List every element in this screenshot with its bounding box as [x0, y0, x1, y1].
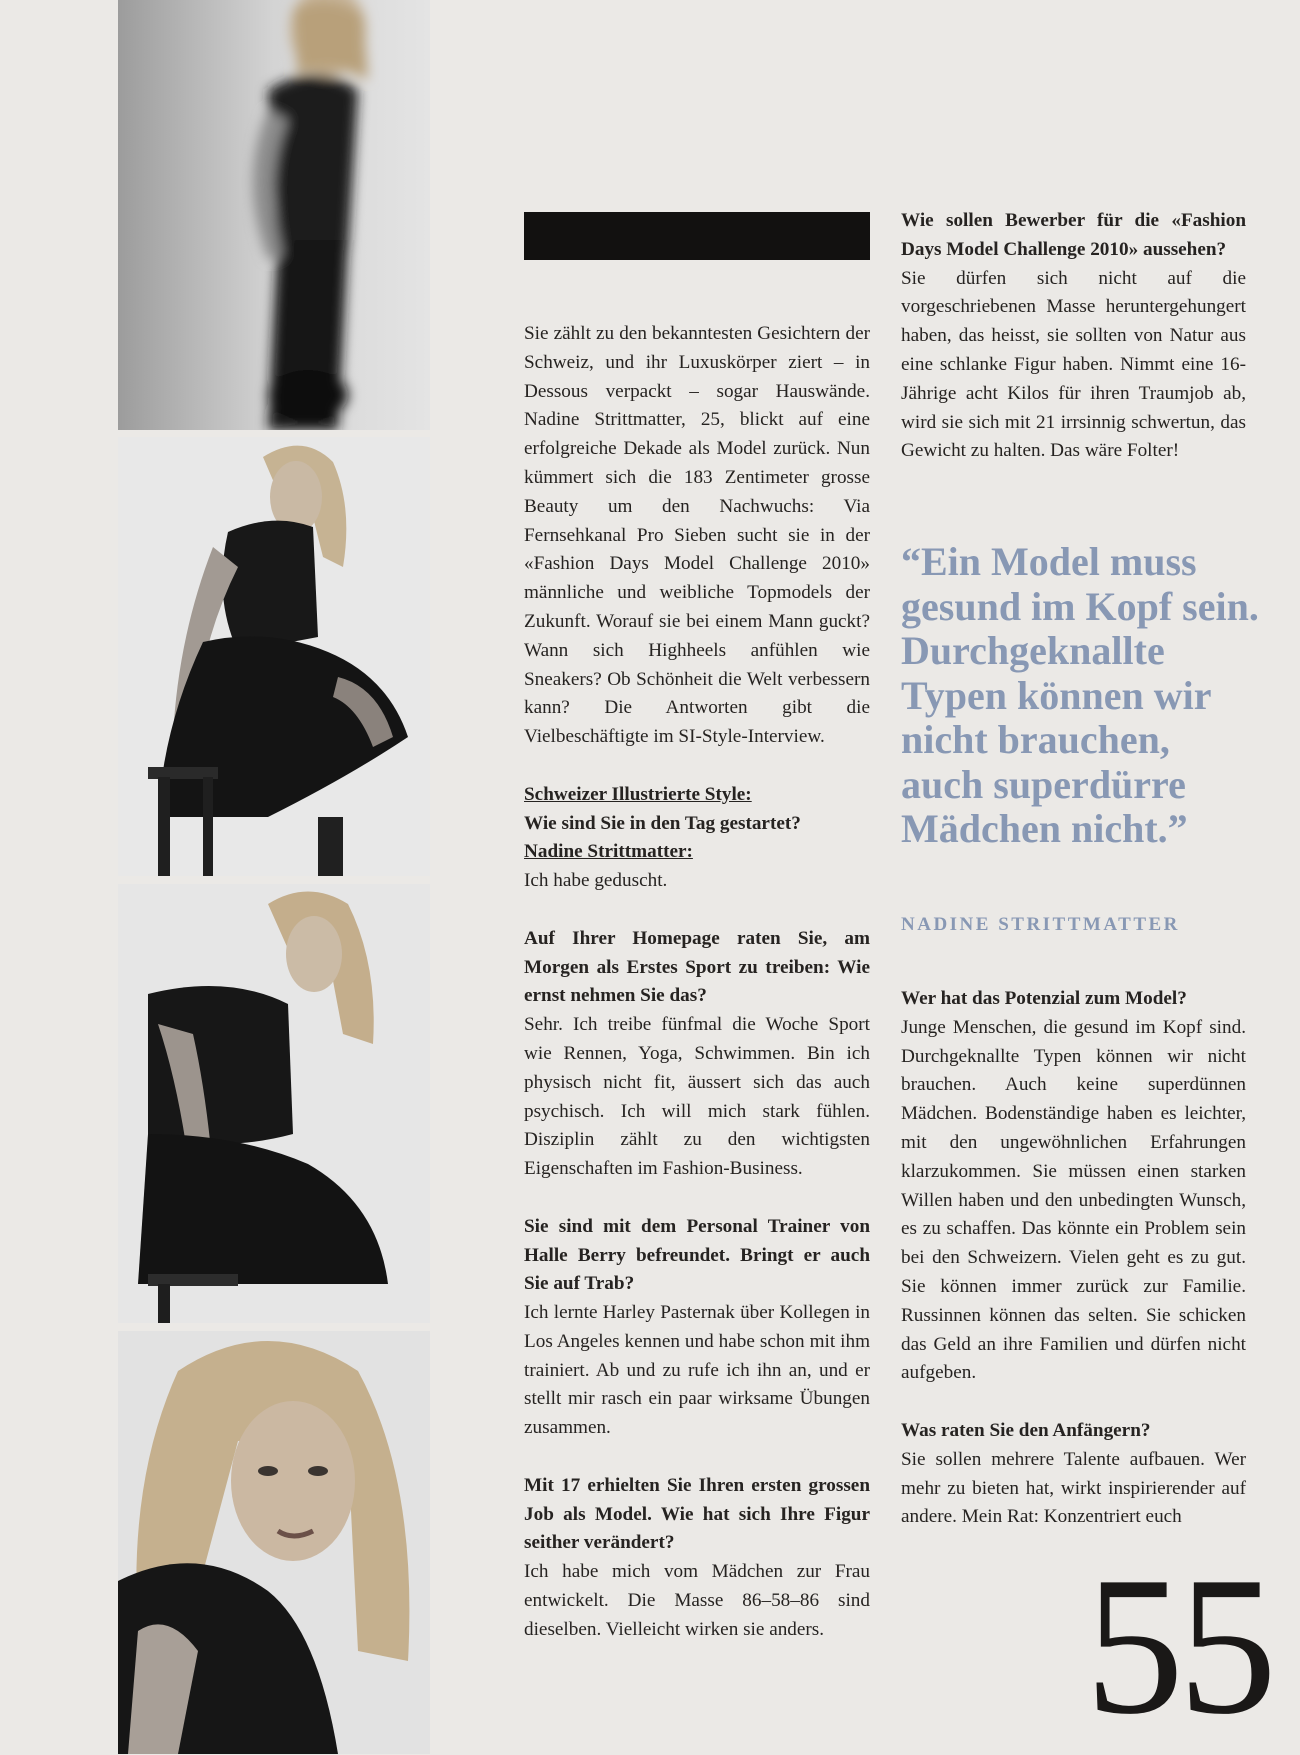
- answer-6: Junge Menschen, die gesund im Kopf sind. Durchgeknallte Typen können wir nicht brauchen. Auch keine superdünnen Mädchen. Bodenständige haben es leichter, mit den ungewöhnlichen Erfahrungen klarzukommen. Sie müssen einen starken Willen haben und den unbedingten Wunsch, es zu schaffen. Das könnte ein Problem sein bei den Schweizern. Vielen geht es zu gut. Sie können immer zurück zur Familie. Russinnen können das selten. Sie schicken das Geld an ihre Familien und dürfen nicht aufgeben.: [901, 1016, 1246, 1384]
- photo-blurred-standing: [118, 0, 430, 430]
- question-1: Wie sind Sie in den Tag gestartet?: [524, 812, 801, 834]
- answer-7: Sie sollen mehrere Talente aufbauen. Wer mehr zu bieten hat, wirkt inspirierender auf andere. Mein Rat: Konzentriert euch: [901, 1448, 1246, 1528]
- answer-5: Sie dürfen sich nicht auf die vorgeschriebenen Masse heruntergehungert haben, das heisst, sie sollten von Natur aus eine schlanke Figur haben. Nimmt eine 16-Jährige acht Kilos für ihren Traumjob ab, wird sie sich mit 21 irrsinnig schwertun, das Gewicht zu halten. Das wäre Folter!: [901, 267, 1246, 462]
- article-column-right-top: [901, 207, 1246, 466]
- question-3: Sie sind mit dem Personal Trainer von Halle Berry befreundet. Bringt er auch Sie auf Trab?: [524, 1215, 870, 1295]
- photo-seated-chair: [118, 437, 430, 876]
- article-column-middle: [524, 320, 870, 1645]
- interviewee-label: Nadine Strittmatter:: [524, 841, 693, 863]
- answer-2: Sehr. Ich treibe fünfmal die Woche Sport wie Rennen, Yoga, Schwimmen. Bin ich physisch nicht fit, äussert sich das auch psychisch. Ich will mich stark fühlen. Disziplin zählt zu den wichtigsten Eigenschaften im Fashion-Business.: [524, 1014, 870, 1180]
- article-column-right-bottom: [901, 985, 1246, 1532]
- question-5: Wie sollen Bewerber für die «Fashion Days Model Challenge 2010» aussehen?: [901, 210, 1246, 260]
- question-7: Was raten Sie den Anfängern?: [901, 1419, 1151, 1441]
- photo-strip: [118, 0, 430, 1754]
- intro-paragraph: Sie zählt zu den bekanntesten Gesichtern der Schweiz, und ihr Luxuskörper ziert – in Dessous verpackt – sogar Hauswände. Nadine Strittmatter, 25, blickt auf eine erfolgreiche Dekade als Model zurück. Nun kümmert sich die 183 Zentimeter grosse Beauty um den Nachwuchs: Via Fernsehkanal Pro Sieben sucht sie in der «Fashion Days Model Challenge 2010» männliche und weibliche Topmodels der Zukunft. Worauf sie bei einem Mann guckt? Wann sich Highheels anfühlen wie Sneakers? Ob Schönheit die Welt verbessern kann? Die Antworten gibt die Vielbeschäftigte im SI-Style-Interview.: [524, 323, 870, 748]
- interviewer-label: Schweizer Illustrierte Style:: [524, 783, 752, 805]
- page-number: 55: [1085, 1536, 1271, 1755]
- question-2: Auf Ihrer Homepage raten Sie, am Morgen als Erstes Sport zu treiben: Wie ernst nehmen Sie das?: [524, 927, 870, 1007]
- pull-quote-author: NADINE STRITTMATTER: [901, 914, 1180, 935]
- photo-leaning-forward: [118, 884, 430, 1323]
- answer-1: Ich habe geduscht.: [524, 870, 668, 892]
- question-4: Mit 17 erhielten Sie Ihren ersten grossen Job als Model. Wie hat sich Ihre Figur seither verändert?: [524, 1474, 870, 1554]
- answer-3: Ich lernte Harley Pasternak über Kollegen in Los Angeles kennen und habe schon mit ihm trainiert. Ab und zu rufe ich ihn an, und er stellt mir rasch ein paar wirksame Übungen zusammen.: [524, 1302, 870, 1439]
- pull-quote: “Ein Model muss gesund im Kopf sein. Durchgeknallte Typen können wir nicht brauchen, auch superdürre Mädchen nicht.”: [901, 539, 1259, 851]
- photo-closeup-portrait: [118, 1331, 430, 1754]
- black-bar: [524, 212, 870, 260]
- answer-4: Ich habe mich vom Mädchen zur Frau entwickelt. Die Masse 86–58–86 sind dieselben. Vielleicht wirken sie anders.: [524, 1561, 870, 1640]
- question-6: Wer hat das Potenzial zum Model?: [901, 988, 1187, 1009]
